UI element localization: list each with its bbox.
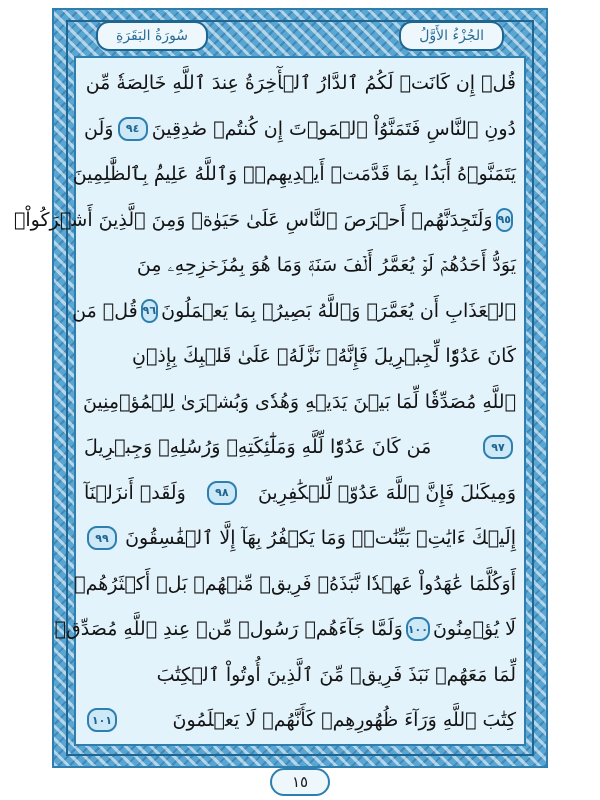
verse-text: كِتَٰبَ ٱللَّهِ وَرَآءَ ظُهُورِهِمۡ كَأَنَّهُمۡ لَا يَعۡلَمُونَ (172, 709, 516, 731)
verse-line (84, 62, 516, 104)
verse-text: ٱلۡعَذَابِ أَن يُعَمَّرَۗ وَٱللَّهُ بَصِيرُۢ بِمَا يَعۡمَلُونَ (161, 299, 516, 322)
verse-text: دُونِ ٱلنَّاسِ فَتَمَنَّوُاْ ٱلۡمَوۡتَ إِن كُنتُمۡ صَٰدِقِينَ (151, 117, 516, 140)
verse-text: لَا يُؤۡمِنُونَ (432, 618, 516, 640)
verse-line (84, 381, 516, 423)
verse-text: أَوَكُلَّمَا عَٰهَدُواْ عَهۡدٗا نَّبَذَهُۥ فَرِيقٞ مِّنۡهُمۚ بَلۡ أَكۡثَرُهُمۡ (74, 572, 516, 595)
juz-name: الجُزْءُ الأَوَّلُ (419, 28, 484, 44)
ayah-number-marker: ٩٩ (87, 526, 117, 550)
verse-text: وَمِيكَىٰلَ فَإِنَّ ٱللَّهَ عَدُوّٞ لِّلۡكَٰفِرِينَ (257, 481, 516, 504)
surah-name: سُورَةُ البَقَرَةِ (116, 28, 189, 44)
ayah-number-marker: ٩٥ (496, 208, 513, 232)
verse-line (84, 244, 516, 286)
surah-name-cartouche (96, 21, 208, 51)
verse-text: وَلَتَجِدَنَّهُمۡ أَحۡرَصَ ٱلنَّاسِ عَلَىٰ حَيَوٰةٖ وَمِنَ ٱلَّذِينَ أَشۡرَكُواْۚ (14, 208, 493, 231)
verse-text: يَوَدُّ أَحَدُهُمۡ لَوۡ يُعَمَّرُ أَلۡفَ سَنَةٖ وَمَا هُوَ بِمُزَحۡزِحِهِۦ مِنَ (136, 254, 516, 276)
verse-text: وَلَمَّا جَآءَهُمۡ رَسُولٞ مِّنۡ عِندِ ٱللَّهِ مُصَدِّقٞ (54, 618, 403, 640)
verse-text: ٱللَّهِ مُصَدِّقٗا لِّمَا بَيۡنَ يَدَيۡهِ وَهُدٗى وَبُشۡرَىٰ لِلۡمُؤۡمِنِينَ (82, 390, 516, 413)
verse-line (84, 108, 516, 150)
verse-line (14, 199, 516, 241)
verse-line (74, 563, 516, 605)
verse-text: إِلَيۡكَ ءَايَٰتِۭ بَيِّنَٰتٖۖ وَمَا يَكۡفُرُ بِهَآ إِلَّا ٱلۡفَٰسِقُونَ (125, 527, 516, 549)
verse-line (84, 654, 516, 696)
ayah-number-marker: ١٠١ (87, 708, 117, 732)
ayah-number-marker: ٩٨ (207, 481, 237, 505)
verse-text: يَتَمَنَّوۡهُ أَبَدَۢا بِمَا قَدَّمَتۡ أَيۡدِيهِمۡۚ وَٱللَّهُ عَلِيمُۢ بِٱلظَّٰلِمِينَ (72, 163, 516, 185)
page-number: ١٥ (291, 773, 309, 791)
verse-line (84, 472, 516, 514)
verse-line (54, 608, 516, 650)
verse-text: وَلَقَدۡ أَنزَلۡنَآ (84, 481, 186, 504)
ayah-number-marker: ١٠٠ (406, 617, 430, 641)
verse-text: وَلَن (84, 117, 114, 140)
page-number-badge (270, 768, 330, 796)
verse-text: لِّمَا مَعَهُمۡ نَبَذَ فَرِيقٞ مِّنَ ٱلَّذِينَ أُوتُواْ ٱلۡكِتَٰبَ (156, 663, 516, 686)
ayah-number-marker: ٩٤ (118, 117, 148, 141)
verse-text: قُلۡ مَن (72, 299, 138, 322)
verse-text: كَانَ عَدُوّٗا لِّجِبۡرِيلَ فَإِنَّهُۥ نَزَّلَهُۥ عَلَىٰ قَلۡبِكَ بِإِذۡنِ (132, 345, 516, 367)
juz-name-cartouche (399, 21, 504, 51)
ayah-number-marker: ٩٦ (141, 299, 158, 323)
verse-line (84, 699, 516, 741)
verse-line (72, 290, 516, 332)
verse-text: قُلۡ إِن كَانَتۡ لَكُمُ ٱلدَّارُ ٱلۡأٓخِرَةُ عِندَ ٱللَّهِ خَالِصَةٗ مِّن (85, 72, 516, 94)
ayah-number-marker: ٩٧ (483, 435, 513, 459)
verse-lines (14, 62, 516, 742)
verse-line (84, 517, 516, 559)
verse-text: مَن كَانَ عَدُوّٗا لِّلَّهِ وَمَلَٰٓئِكَتِهِۦ وَرُسُلِهِۦ وَجِبۡرِيلَ (84, 436, 432, 458)
verse-line (72, 153, 516, 195)
page-header (74, 20, 526, 52)
verse-line (84, 426, 516, 468)
verse-line (84, 335, 516, 377)
